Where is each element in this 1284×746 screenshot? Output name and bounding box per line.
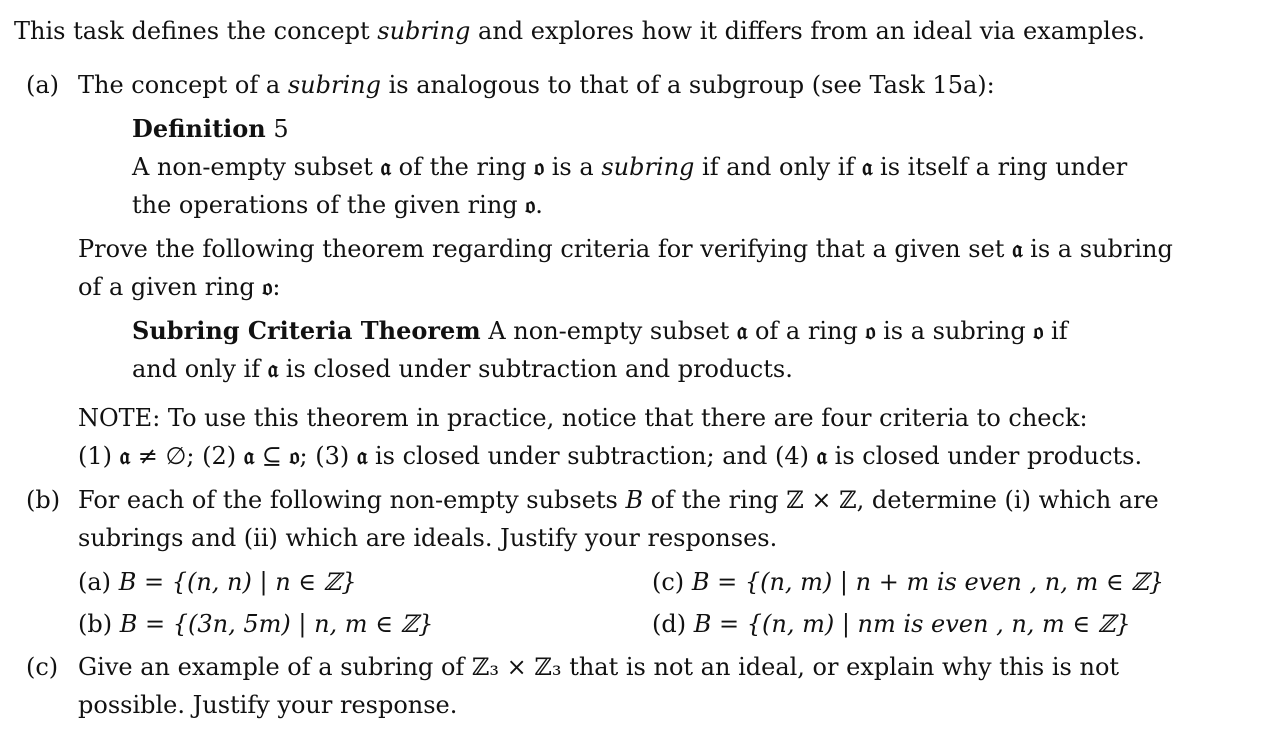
b-item-a-expr: B = {(n, n) | n ∈ ℤ} [118, 568, 357, 596]
b-item-b-label: (b) [78, 610, 113, 638]
thm-l1-d: if [1043, 317, 1068, 345]
frak-a: 𝔞 [243, 441, 255, 470]
frak-o: 𝔬 [262, 272, 273, 301]
prove-l2-b: : [272, 273, 281, 301]
part-b-label [26, 481, 60, 519]
thm-l1-a: A non-empty subset [480, 317, 737, 345]
def-l2-b: . [535, 191, 543, 219]
frak-a: 𝔞 [1012, 234, 1023, 263]
label-b: (b) [26, 486, 61, 514]
frak-a: 𝔞 [119, 441, 131, 470]
b-l2: subrings and (ii) which are ideals. Justify your responses. [78, 524, 778, 552]
prove-l2-a: of a given ring [78, 273, 263, 301]
prove-l1-b: is a subring [1022, 235, 1173, 263]
intro-text [14, 12, 1145, 50]
frak-a: 𝔞 [736, 316, 748, 345]
definition-line2 [132, 186, 543, 224]
part-c-label [26, 648, 58, 686]
a-l1-term: subring [287, 71, 381, 99]
thm-l2-a: and only if [132, 355, 268, 383]
theorem-line1 [132, 312, 1068, 350]
c-l2: possible. Justify your response. [78, 691, 458, 719]
frak-o: 𝔬 [1033, 316, 1044, 345]
def-number: 5 [273, 115, 289, 143]
definition-line1 [132, 148, 1127, 186]
b-item-c [652, 563, 1164, 601]
b-item-a [78, 563, 356, 601]
b-l1-b: of the ring [643, 486, 787, 514]
part-c-line1 [78, 648, 1119, 686]
thm-l2-b: is closed under subtraction and products. [278, 355, 793, 383]
note-l2-e: is closed under products. [827, 442, 1143, 470]
b-item-a-label: (a) [78, 568, 112, 596]
frak-o: 𝔬 [865, 316, 876, 345]
b-item-b-expr: B = {(3n, 5m) | n, m ∈ ℤ} [119, 610, 434, 638]
note-line1 [78, 399, 1088, 437]
label-a: (a) [26, 71, 60, 99]
def-l2-a: the operations of the given ring [132, 191, 526, 219]
neq-empty: ≠ ∅ [130, 442, 187, 470]
label-c: (c) [26, 653, 59, 681]
intro-term: subring [377, 17, 471, 45]
intro-before: This task defines the concept [14, 17, 378, 45]
note-l1: NOTE: To use this theorem in practice, notice that there are four criteria to check: [78, 404, 1088, 432]
theorem-line2 [132, 350, 793, 388]
def-l1-d: if and only if [694, 153, 862, 181]
part-a-line1 [78, 66, 995, 104]
theorem-heading: Subring Criteria Theorem [132, 316, 481, 345]
a-l1-after: is analogous to that of a subgroup (see Task 15a): [380, 71, 995, 99]
part-b-line2 [78, 519, 777, 557]
c-l1-a: Give an example of a subring of [78, 653, 472, 681]
def-l1-b: of the ring [390, 153, 535, 181]
part-a-label [26, 66, 59, 104]
frak-o: 𝔬 [534, 152, 545, 181]
note-line2 [78, 437, 1142, 475]
b-l1-ring: ℤ × ℤ [786, 486, 857, 514]
a-l1-before: The concept of a [78, 71, 288, 99]
c-l1-b: that is not an ideal, or explain why this is not [561, 653, 1120, 681]
b-item-c-expr: B = {(n, m) | n + m is even , n, m ∈ ℤ} [691, 568, 1165, 596]
prove-l1-a: Prove the following theorem regarding criteria for verifying that a given set [78, 235, 1013, 263]
frak-a: 𝔞 [861, 152, 873, 181]
frak-a: 𝔞 [816, 441, 828, 470]
def-l1-term: subring [601, 153, 695, 181]
b-item-d-expr: B = {(n, m) | nm is even , n, m ∈ ℤ} [693, 610, 1131, 638]
b-l1-c: , determine (i) which are [856, 486, 1159, 514]
thm-l1-c: is a subring [875, 317, 1034, 345]
c-l1-ring: ℤ₃ × ℤ₃ [471, 653, 562, 681]
b-item-b [78, 605, 433, 643]
def-heading: Definition [132, 114, 266, 143]
note-l2-b: ; (2) [186, 442, 244, 470]
b-item-d-label: (d) [652, 610, 687, 638]
prove-line1 [78, 230, 1173, 268]
part-c-line2 [78, 686, 457, 724]
part-b-line1 [78, 481, 1159, 519]
frak-a: 𝔞 [267, 354, 279, 383]
definition-heading [132, 110, 289, 148]
b-item-c-label: (c) [652, 568, 685, 596]
subseteq: ⊆ [254, 442, 290, 470]
b-l1-a: For each of the following non-empty subsets [78, 486, 626, 514]
frak-a: 𝔞 [356, 441, 368, 470]
thm-l1-b: of a ring [747, 317, 866, 345]
frak-a: 𝔞 [380, 152, 391, 181]
def-l1-e: is itself a ring under [872, 153, 1128, 181]
b-l1-var: B [625, 486, 644, 514]
def-l1-a: A non-empty subset [132, 153, 381, 181]
b-item-d [652, 605, 1131, 643]
frak-o: 𝔬 [289, 441, 300, 470]
note-l2-c: ; (3) [299, 442, 357, 470]
note-l2-d: is closed under subtraction; and (4) [367, 442, 817, 470]
def-l1-c: is a [544, 153, 602, 181]
prove-line2 [78, 268, 281, 306]
frak-o: 𝔬 [525, 190, 536, 219]
intro-after: and explores how it differs from an ideal via examples. [470, 17, 1145, 45]
note-l2-a: (1) [78, 442, 120, 470]
